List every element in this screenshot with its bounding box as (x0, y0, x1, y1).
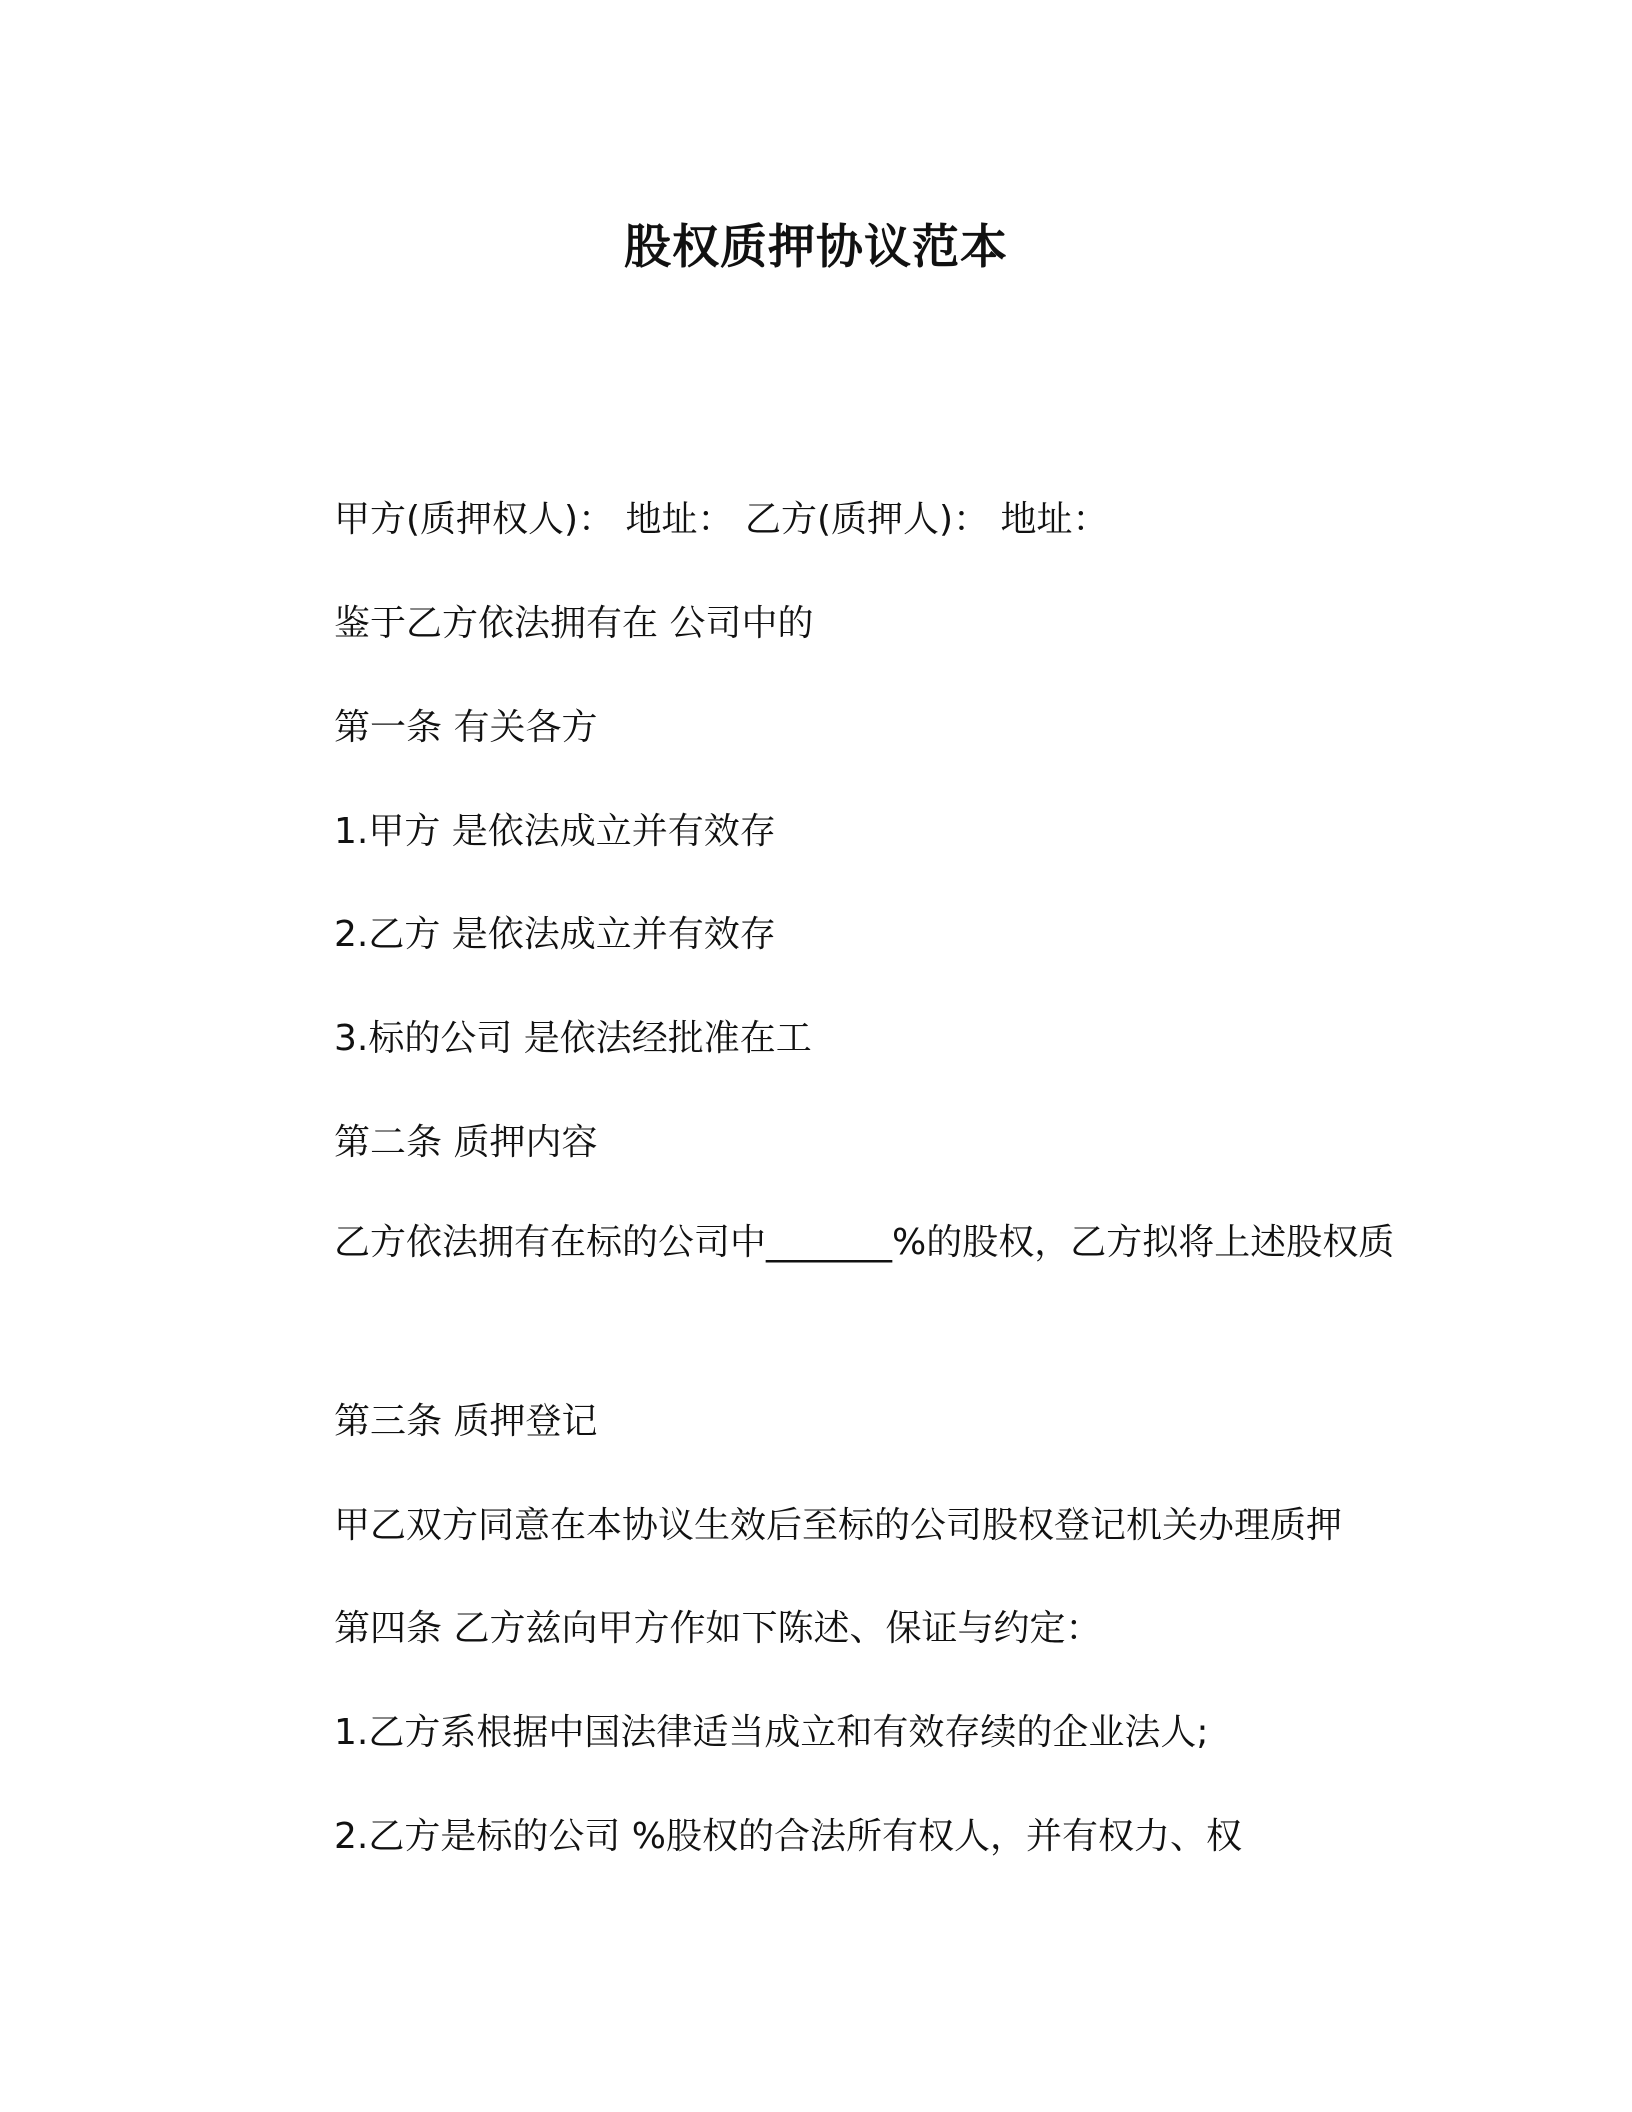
article-4-heading: 第四条 乙方兹向甲方作如下陈述、保证与约定： (334, 1608, 1102, 1649)
article-3-body: 甲乙双方同意在本协议生效后至标的公司股权登记机关办理质押 (334, 1505, 1343, 1546)
document-title: 股权质押协议范本 (624, 220, 1008, 275)
article-2-body: 乙方依法拥有在标的公司中_______%的股权，乙方拟将上述股权质 (334, 1222, 1395, 1263)
article-4-item-2: 2.乙方是标的公司 %股权的合法所有权人，并有权力、权 (334, 1816, 1242, 1857)
article-1-item-3: 3.标的公司 是依法经批准在工 (334, 1018, 812, 1059)
article-2-heading: 第二条 质押内容 (334, 1122, 598, 1163)
article-1-item-1: 1.甲方 是依法成立并有效存 (334, 811, 776, 852)
article-3-heading: 第三条 质押登记 (334, 1401, 598, 1442)
article-1-heading: 第一条 有关各方 (334, 707, 598, 748)
recital-line: 鉴于乙方依法拥有在 公司中的 (334, 603, 814, 644)
article-1-item-2: 2.乙方 是依法成立并有效存 (334, 914, 776, 955)
parties-line: 甲方(质押权人)： 地址： 乙方(质押人)： 地址： (334, 499, 1109, 540)
article-4-item-1: 1.乙方系根据中国法律适当成立和有效存续的企业法人; (334, 1712, 1209, 1753)
